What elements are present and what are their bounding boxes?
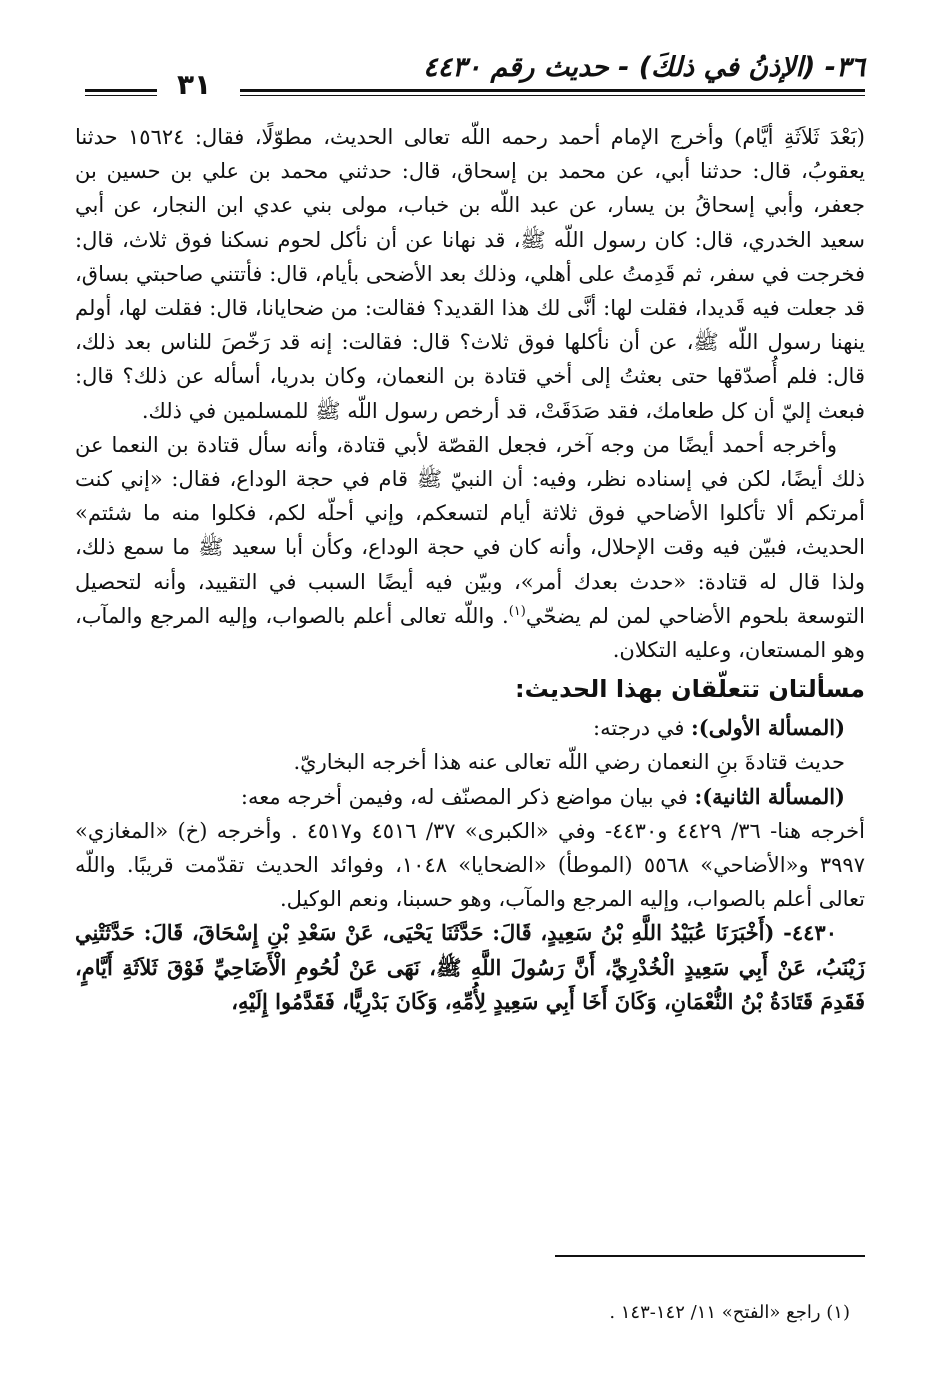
paragraph [75,428,865,667]
header-rule-short [85,89,157,96]
section-title: مسألتان تتعلّقان بهذا الحديث: [515,675,865,704]
page-header [85,48,865,100]
paragraph-text: . واللّه تعالى أعلم بالصواب، وإليه المرجع والمآب، وهو المستعان، وعليه التكلان. [75,603,865,663]
footnote-separator [555,1255,865,1257]
page-number: ٣١ [177,68,212,101]
question-heading-text: في درجته: [593,716,692,741]
question-text: حديث قتادةَ بنِ النعمان رضي اللّه تعالى عنه هذا أخرجه البخاريّ. [293,750,845,775]
paragraph-text: وأخرجه أحمد أيضًا من وجه آخر، فجعل القصّة لأبي قتادة، وأنه سأل قتادة بن النعما عن ذلك أيضًا، لكن في إسناده نظر، وفيه: أن النبيّ ﷺ قام في حجة الوداع، فقال: «إني كنت أمرتكم ألا تأكلوا الأضاحي فوق ثلاثة أيام لتسعكم، وإني أحلّه لكم، فكلوا منه ما شئتم» الحديث، فبيّن فيه وقت الإحلال، وأنه كان في حجة الوداع، وكأن أبا سعيد ﷺ ما سمع ذلك، ولذا قال له قتادة: «حدث بعدك أمر»، وبيّن فيه أيضًا السبب في التقييد، وأنه لتحصيل التوسعة بلحوم الأضاحي لمن لم يضحّي [75,432,865,628]
header-rule [240,89,865,96]
question-heading [75,780,865,814]
chapter-title: ٣٦- (الإذنُ في ذلكَ) - حديث رقم ٤٤٣٠ [423,52,865,83]
footnote: (١) راجع «الفتح» ١١/ ١٤٢-١٤٣ . [609,1302,850,1323]
question-heading-text: في بيان مواضع ذكر المصنّف له، وفيمن أخرجه معه: [240,784,695,809]
question-heading [75,711,865,745]
hadith-number: ٤٤٣٠- [774,920,837,946]
main-text [75,120,865,1019]
hadith-paragraph [75,916,865,1019]
question-label: (المسألة الثانية): [694,783,845,809]
hadith-text: (أَخْبَرَنَا عُبَيْدُ اللَّهِ بْنُ سَعِيدٍ، قَالَ: حَدَّثَنَا يَحْيَى، عَنْ سَعْدِ بْنِ إِسْحَاقَ، قَالَ: حَدَّثَتْنِي زَيْنَبُ، عَنْ أَبِي سَعِيدٍ الْخُدْرِيِّ، أَنَّ رَسُولَ اللَّهِ ﷺ، نَهَى عَنْ لُحُومِ الْأَضَاحِيِّ فَوْقَ ثَلاَثَةِ أَيَّامٍ، فَقَدِمَ قَتَادَةُ بْنُ النُّعْمَانِ، وَكَانَ أَخَا أَبِي سَعِيدٍ لِأُمِّهِ، وَكَانَ بَدْرِيًّا، فَقَدَّمُوا إِلَيْهِ، [75,920,865,1014]
paragraph: (بَعْدَ ثَلاَثَةِ أيَّام) وأخرج الإمام أحمد رحمه اللّه تعالى الحديث، مطوّلًا، فقال: ١٥٦٢٤ حدثنا يعقوبُ، قال: حدثنا أبي، عن محمد بن إسحاق، قال: حدثني محمد بن علي بن حسين بن جعفر، وأبي إسحاقُ بن يسار، عن عبد اللّه بن خباب، مولى بني عدي ابن النجار، عن أبي سعيد الخدري، قال: كان رسول اللّه ﷺ، قد نهانا عن أن نأكل لحوم نسكنا فوق ثلاث، قال: فخرجت في سفر، ثم قَدِمتُ على أهلي، وذلك بعد الأضحى بأيام، قال: فأتتني صاحبتي بساق، قد جعلت فيه قَديدا، فقلت لها: أنَّى لك هذا القديد؟ فقالت: من ضحايانا، قال: فقلت لها، أولم ينهنا رسول اللّه ﷺ، عن أن نأكلها فوق ثلاث؟ قال: فقالت: إنه قد رَخّصَ للناس بعد ذلك، قال: فلم أُصدّقها حتى بعثتُ إلى أخي قتادة بن النعمان، وكان بدريا، أسأله عن ذلك؟ قال: فبعث إليّ أن كل طعامك، فقد صَدَقَتْ، قد أرخص رسول اللّه ﷺ للمسلمين في ذلك. [75,125,865,423]
question-label: (المسألة الأولى): [691,715,845,741]
question-text: أخرجه هنا- ٣٦/ ٤٤٢٩ و٤٤٣٠- وفي «الكبرى» ٣٧/ ٤٥١٦ و٤٥١٧ . وأخرجه (خ) «المغازي» ٣٩٩٧ و«الأضاحي» ٥٥٦٨ (الموطأ) «الضحايا» ١٠٤٨، وفوائد الحديث تقدّمت قريبًا. واللّه تعالى أعلم بالصواب، وإليه المرجع والمآب، وهو حسبنا، ونعم الوكيل. [75,818,865,912]
footnote-reference[interactable]: (١) [508,603,526,619]
